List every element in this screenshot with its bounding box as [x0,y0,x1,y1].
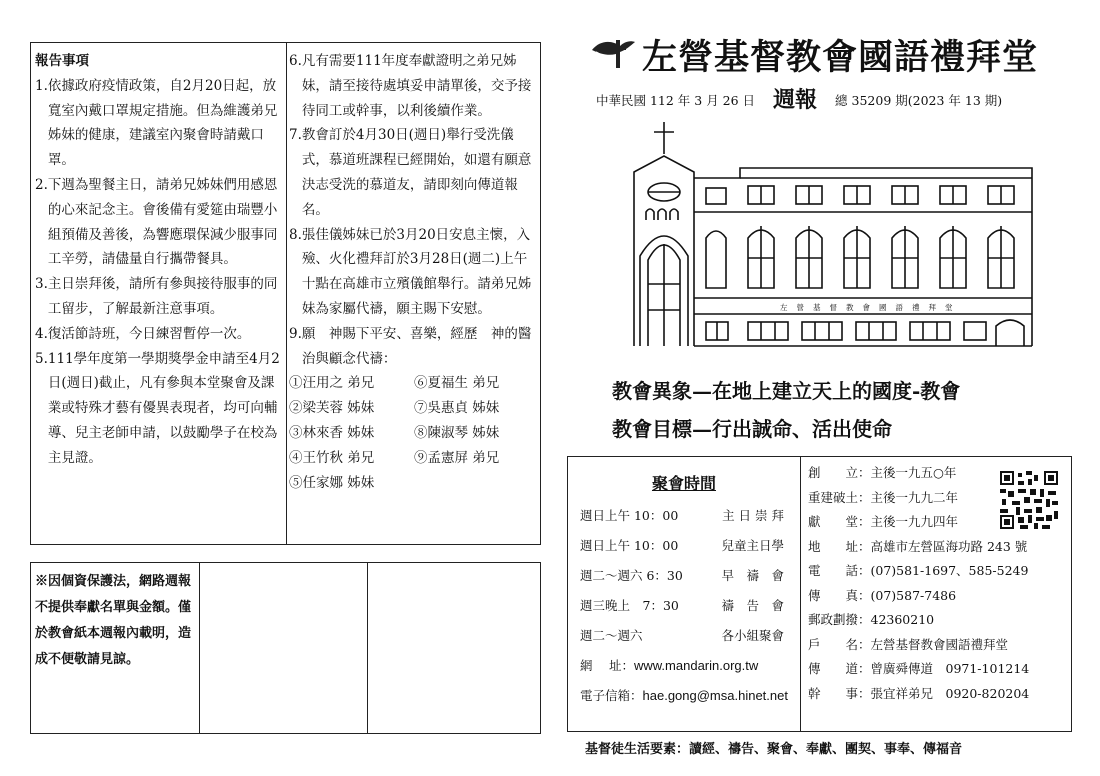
prayer-name: ②梁芙蓉 姊妹 [289,400,375,417]
schedule-row: 週日上午 10：00 主 日 崇 拜 [580,508,784,523]
fact-row: 獻 堂：主後一九九四年 [808,514,959,529]
announcement-item: 5. 111學年度第一學期獎學金申請至4月2日(週日)截止，凡有參與本堂聚會及課業或特殊才藝有優異表現者，均可向輔導、兒主老師申請，以鼓勵學子在校為主見證。 [35,350,280,466]
announcement-item: 4. 復活節詩班，今日練習暫停一次。 [35,325,251,342]
prayer-name: ⑤任家娜 姊妹 [289,474,375,491]
email-row: 電子信箱： hae.gong@msa.hinet.net [580,687,788,703]
vision-line: 教會異象—在地上建立天上的國度-教會 [612,379,961,403]
fact-row: 傳 真：(07)587-7486 [808,587,957,603]
fact-row: 重建破土：主後一九九二年 [808,489,959,505]
schedule-row: 週二～週六 6：30 早 禱 會 [580,568,784,583]
privacy-notice-box [30,562,541,734]
prayer-name: ⑨孟憲屏 弟兄 [414,449,500,466]
website-link[interactable]: www.mandarin.org.tw [633,657,759,673]
announcement-item: 1. 依據政府疫情政策，自2月20日起，放寬室內戴口罩規定措施。但為維護弟兄姊妹的健康，建議室內聚會時請戴口罩。 [35,77,278,169]
website-row: 網 址： www.mandarin.org.tw [580,657,759,673]
announcement-item: 7. 教會訂於4月30日(週日)舉行受洗儀式，慕道班課程已經開始，如還有願意決志受洗的慕道友，請即刻向傳道報名。 [289,127,532,218]
prayer-name: ⑥夏福生 弟兄 [414,375,500,392]
table-divider [367,563,368,733]
schedule-title: 聚會時間 [651,474,716,493]
announcement-item: 6. 凡有需要111年度奉獻證明之弟兄姊妹，請至接待處填妥申請單後，交予接待同工或幹事，以利後續作業。 [289,53,532,119]
fact-row: 創 立：主後一九五○年 [808,465,957,480]
announcement-item: 3. 主日崇拜後，請所有參與接待服事的同工留步，了解最新注意事項。 [35,276,278,317]
email-link[interactable]: hae.gong@msa.hinet.net [642,687,788,703]
issue-number: 總 35209 期(2023 年 13 期) [835,93,1003,108]
schedule-row: 週日上午 10：00 兒童主日學 [580,538,784,553]
fact-row: 郵政劃撥：42360210 [808,612,935,627]
announcements-right-column [289,49,539,495]
table-divider [199,563,200,733]
church-header [590,30,1060,76]
announcement-item: 8. 張佳儀姊妹已於3月20日安息主懷，入殮、火化禮拜訂於3月28日(週二)上午十點在高雄市立殯儀館舉行。請弟兄姊妹為家屬代禱，願主賜下安慰。 [289,226,532,317]
announcements-box [30,42,541,545]
prayer-name: ④王竹秋 弟兄 [289,449,375,466]
schedule-row: 週三晚上 7：30 禱 告 會 [580,598,784,613]
weekly-label: 週報 [773,87,818,113]
prayer-name [414,471,539,496]
column-divider [286,43,287,544]
prayer-name: ①汪用之 弟兄 [289,375,375,392]
meeting-schedule [568,457,800,710]
fact-row: 傳 道：曾廣舜傳道 0971-101214 [808,661,1030,676]
dove-cross-logo-icon [590,36,636,70]
info-divider [800,457,801,731]
issue-info [596,83,1066,114]
fact-row: 戶 名：左營基督教會國語禮拜堂 [808,636,1009,652]
announcements-left-column [35,49,283,471]
fact-row: 電 話：(07)581-1697、585-5249 [808,563,1029,578]
qr-code-icon[interactable] [1000,471,1058,529]
building-sign: 左營基督教會國語禮拜堂 [780,303,962,312]
prayer-name: ⑦吳惠貞 姊妹 [414,400,500,417]
fact-row: 幹 事：張宜祥弟兄 0920-820204 [808,685,1030,701]
prayer-names-list [289,371,539,495]
announcement-item: 2. 下週為聖餐主日，請弟兄姊妹們用感恩的心來記念主。會後備有愛筵由瑞豐小組預備及善後，為響應環保減少服事同工辛勞，請儘量自行攜帶餐具。 [35,176,278,268]
fact-row: 地 址：高雄市左營區海功路 243 號 [808,538,1028,554]
goal-line: 教會目標—行出誠命、活出使命 [612,417,892,441]
prayer-name: ③林來香 姊妹 [289,424,375,441]
issue-date: 中華民國 112 年 3 月 26 日 [596,93,756,108]
prayer-name: ⑧陳淑琴 姊妹 [414,424,500,441]
church-name: 左營基督教會國語禮拜堂 [642,37,1039,78]
schedule-row: 週二～週六 各小組聚會 [580,628,784,643]
announcements-heading: 報告事項 [35,53,89,69]
church-building-illustration [630,118,1036,354]
privacy-notice-text: ※因個資保護法，網路週報不提供奉獻名單與金額。僅於教會紙本週報內載明，造成不便敬請見諒。 [35,574,192,667]
christian-life-essentials: 基督徒生活要素：讀經、禱告、聚會、奉獻、團契、事奉、傳福音 [585,742,963,757]
church-vision [612,372,960,448]
announcement-item: 9. 願 神賜下平安、喜樂，經歷 神的醫治與顧念代禱： [289,325,532,367]
meeting-info-box [567,456,1072,732]
